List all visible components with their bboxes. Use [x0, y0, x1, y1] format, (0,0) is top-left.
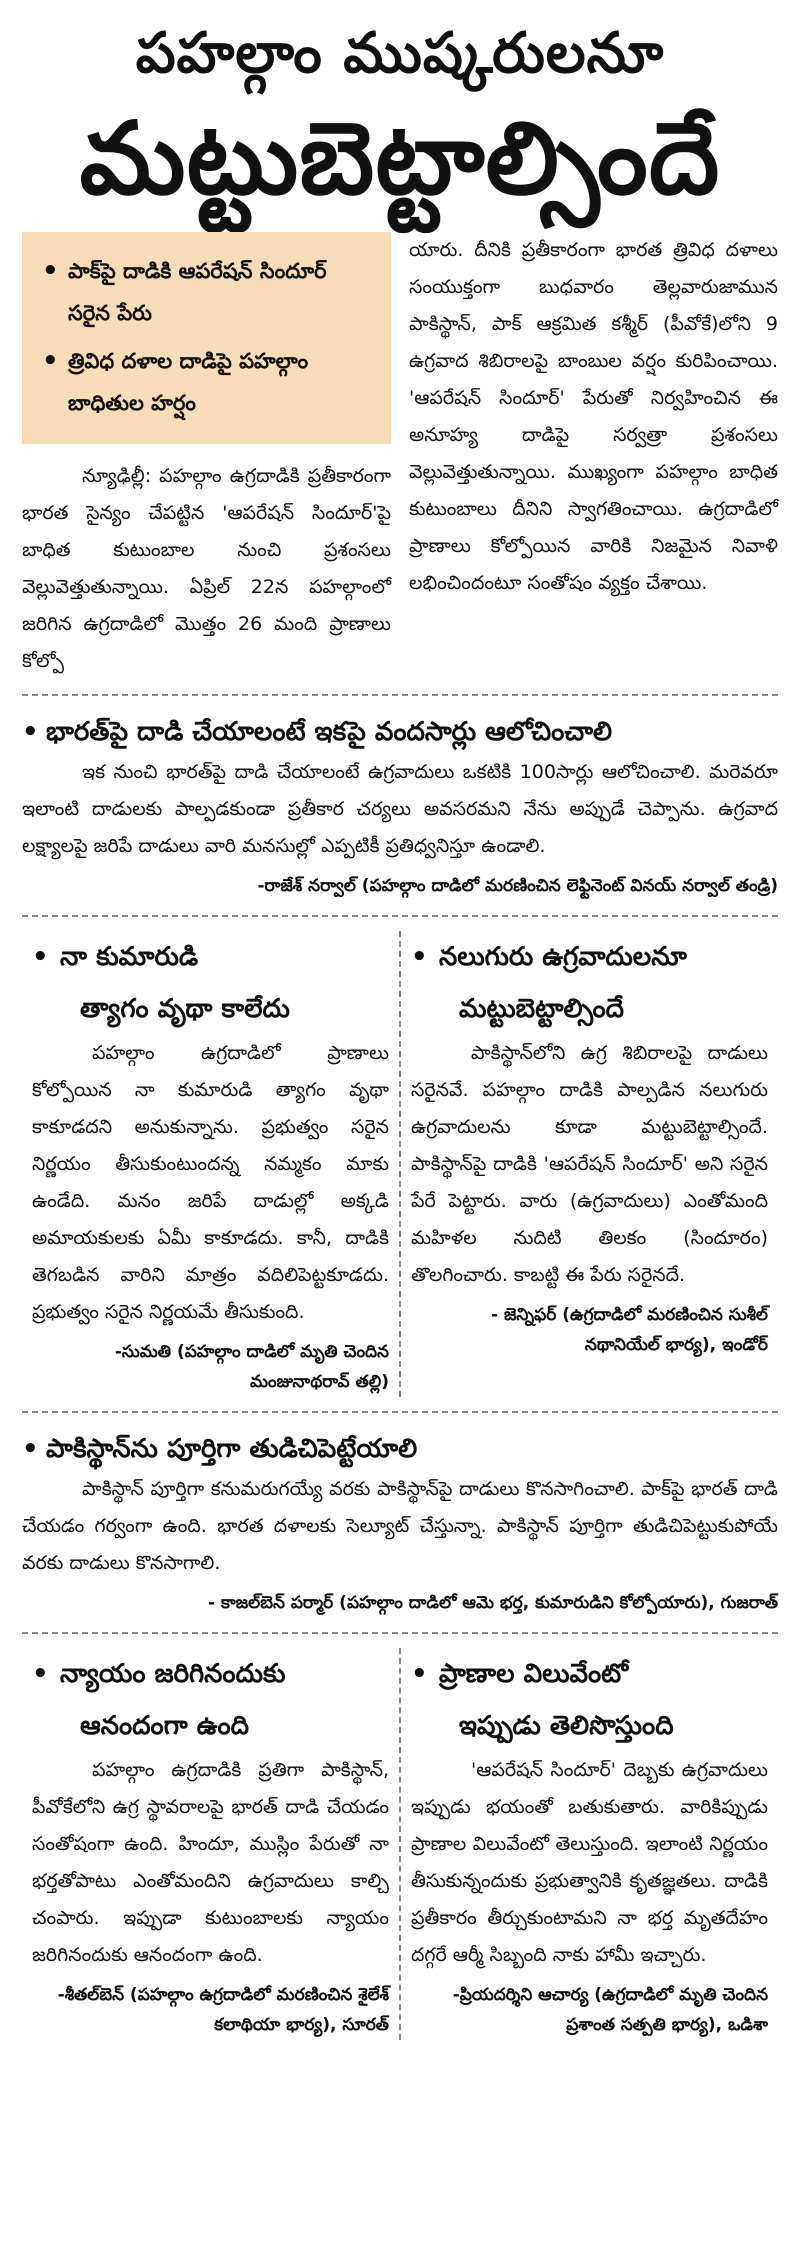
intro-right-paragraph: యారు. దీనికి ప్రతీకారంగా భారత త్రివిధ దళాలు సంయుక్తంగా బుధవారం తెల్లవారుజామున పాకిస్థాన్, పాక్ ఆక్రమిత కశ్మీర్ (పీవోకే)లోని 9 ఉగ్రవాద శిబిరాలపై బాంబుల వర్షం కురిపించాయి. 'ఆపరేషన్ సిందూర్' పేరుతో నిర్వహించిన ఈ అనూహ్య దాడిపై సర్వత్రా ప్రశంసలు వెల్లువెత్తుతున్నాయి. ముఖ్యంగా పహల్గాం బాధిత కుటుంబాలు దీనిని స్వాగతించాయి. ఉగ్రదాడిలో ప్రాణాలు కోల్పోయిన వారికి నిజమైన నివాళి లభించిందంటూ సంతోషం వ్యక్తం చేశాయి.	[409, 239, 778, 594]
section-body: ఇక నుంచి భారత్‌పై దాడి చేయాలంటే ఉగ్రవాదులు ఒకటికి 100సార్లు ఆలోచించాలి. మరెవరూ ఇలాంటి దాడులకు పాల్పడకుండా ప్రతీకార చర్యలు అవసరమని నేను అప్పుడే చెప్పాను. ఉగ్రవాద లక్ష్యాలపై జరిపే దాడులు వారి మనసుల్లో ఎప్పటికీ ప్రతిధ్వనిస్తూ ఉండాలి.	[22, 761, 778, 857]
highlight-item: • పాక్‌పై దాడికి ఆపరేషన్ సిందూర్ సరైన పేరు	[42, 250, 375, 334]
quote-column-right	[399, 931, 778, 1397]
section-heading: • భారత్‌పై దాడి చేయాలంటే ఇకపై వందసార్లు ఆలోచించాలి	[22, 710, 778, 754]
section-quote-kajal	[22, 1427, 778, 1618]
column-body: పహల్గాం ఉగ్రదాడిలో ప్రాణాలు కోల్పోయిన నా కుమారుడి త్యాగం వృథా కాకూడదని అనుకున్నాను. ప్రభుత్వం సరైన నిర్ణయం తీసుకుంటుందన్న నమ్మకం మాకు ఉండేది. మనం జరిపే దాడుల్లో అక్కడి అమాయకులకు ఏమీ కాకూడదు. కానీ, దాడికి తెగబడిన వారిని మాత్రం వదిలిపెట్టకూడదు. ప్రభుత్వం సరైన నిర్ణయమే తీసుకుంది.	[32, 1042, 389, 1323]
column-body: పాకిస్థాన్‌లోని ఉగ్ర శిబిరాలపై దాడులు సరైనవే. పహల్గాం దాడికి పాల్పడిన నలుగురు ఉగ్రవాదులను కూడా మట్టుబెట్టాల్సిందే. పాకిస్థాన్‌పై దాడికి 'ఆపరేషన్ సిందూర్' అని సరైన పేరే పెట్టారు. వారు (ఉగ్రవాదులు) ఎంతోమంది మహిళల నుదిటి తిలకం (సిందూరం) తొలగించారు. కాబట్టి ఈ పేరు సరైనదే.	[411, 1042, 768, 1286]
highlight-box	[22, 232, 391, 444]
section-quote-rajesh	[22, 710, 778, 901]
highlight-item: • త్రివిధ దళాల దాడిపై పహల్గాం బాధితుల హర్షం	[42, 340, 375, 424]
intro-right-column	[409, 232, 778, 680]
column-heading-line2: మట్టుబెట్టాల్సిందే	[459, 994, 625, 1024]
column-heading	[411, 1648, 768, 1752]
two-column-quotes-2	[22, 1648, 778, 2040]
column-heading-line2: ఆనందంగా ఉంది	[80, 1711, 250, 1741]
column-body: 'ఆపరేషన్ సిందూర్' దెబ్బకు ఉగ్రవాదులు ఇప్పుడు భయంతో బతుకుతారు. వారికిప్పుడు ప్రాణాల విలువేంటో తెలుస్తుంది. ఇలాంటి నిర్ణయం తీసుకున్నందుకు ప్రభుత్వానికి కృతజ్ఞతలు. దాడికి ప్రతీకారం తీర్చుకుంటామని నా భర్త మృతదేహం దగ్గరే ఆర్మీ సిబ్బంది నాకు హామీ ఇచ్చారు.	[411, 1759, 768, 1966]
column-heading-line1: న్యాయం జరిగినందుకు	[60, 1659, 286, 1689]
quote-author: -ప్రియదర్శిని ఆచార్య (ఉగ్రదాడిలో మృతి చెందిన ప్రశాంత సత్పతి భార్య), ఒడిశా	[452, 1985, 768, 2035]
column-heading	[32, 931, 389, 1035]
headline	[22, 0, 778, 224]
column-heading-line2: త్యాగం వృథా కాలేదు	[80, 994, 290, 1024]
column-heading-line1: ప్రాణాల విలువేంటో	[439, 1659, 629, 1689]
quote-author: - కాజల్‌బెన్ పర్మార్ (పహల్గాం దాడిలో ఆమె భర్త, కుమారుడిని కోల్పోయారు), గుజరాత్	[208, 1593, 778, 1613]
quote-column-left	[22, 931, 399, 1397]
column-heading	[411, 931, 768, 1035]
two-column-quotes-1	[22, 931, 778, 1397]
divider	[22, 915, 778, 917]
column-body: పహల్గాం ఉగ్రదాడికి ప్రతిగా పాకిస్థాన్, పీవోకేలోని ఉగ్ర స్థావరాలపై భారత్ దాడి చేయడం సంతోషంగా ఉంది. హిందూ, ముస్లిం పేరుతో నా భర్తతోపాటు ఎంతోమందిని ఉగ్రవాదులు కాల్చి చంపారు. ఇప్పుడా కుటుంబాలకు న్యాయం జరిగినందుకు ఆనందంగా ఉంది.	[32, 1759, 389, 1966]
quote-author: -రాజేశ్ నర్వాల్ (పహల్గాం దాడిలో మరణించిన లెఫ్టినెంట్ వినయ్ నర్వాల్ తండ్రి)	[257, 876, 778, 896]
quote-column-right	[399, 1648, 778, 2040]
divider	[22, 1632, 778, 1634]
quote-author: -సుమతి (పహల్గాం దాడిలో మృతి చెందిన మంజునాథరావ్ తల్లి)	[114, 1342, 389, 1392]
headline-line1: పహల్గాం ముష్కరులనూ	[135, 21, 665, 86]
quote-author: -శీతల్‌బెన్ (పహల్గాం ఉగ్రదాడిలో మరణించిన శైలేశ్ కలాథియా భార్య), సూరత్	[57, 1985, 389, 2035]
divider	[22, 1411, 778, 1413]
intro-left-column	[22, 232, 391, 680]
intro-block	[22, 232, 778, 680]
headline-line2: మట్టుబెట్టాల్సిందే	[79, 100, 721, 217]
divider	[22, 694, 778, 696]
section-body: పాకిస్థాన్ పూర్తిగా కనుమరుగయ్యే వరకు పాకిస్థాన్‌పై దాడులు కొనసాగించాలి. పాక్‌పై భారత్ దాడి చేయడం గర్వంగా ఉంది. భారత దళాలకు సెల్యూట్ చేస్తున్నా. పాకిస్థాన్ పూర్తిగా తుడిచిపెట్టుకుపోయే వరకు దాడులు కొనసాగాలి.	[22, 1478, 778, 1574]
column-heading-line2: ఇప్పుడు తెలిసొస్తుంది	[459, 1711, 674, 1741]
intro-left-paragraph: న్యూఢిల్లీ: పహల్గాం ఉగ్రదాడికి ప్రతీకారంగా భారత సైన్యం చేపట్టిన 'ఆపరేషన్ సిందూర్'పై బాధిత కుటుంబాల నుంచి ప్రశంసలు వెల్లువెత్తుతున్నాయి. ఏప్రిల్ 22న పహల్గాంలో జరిగిన ఉగ్రదాడిలో మొత్తం 26 మంది ప్రాణాలు కోల్పో	[22, 465, 391, 672]
quote-column-left	[22, 1648, 399, 2040]
column-heading-line1: నా కుమారుడి	[60, 942, 199, 972]
section-heading: • పాకిస్థాన్‌ను పూర్తిగా తుడిచిపెట్టేయాలి	[22, 1427, 778, 1471]
column-heading-line1: నలుగురు ఉగ్రవాదులనూ	[439, 942, 687, 972]
quote-author: - జెన్నిఫర్ (ఉగ్రదాడిలో మరణించిన సుశీల్ నథానియేల్ భార్య), ఇండోర్	[491, 1305, 768, 1355]
column-heading	[32, 1648, 389, 1752]
